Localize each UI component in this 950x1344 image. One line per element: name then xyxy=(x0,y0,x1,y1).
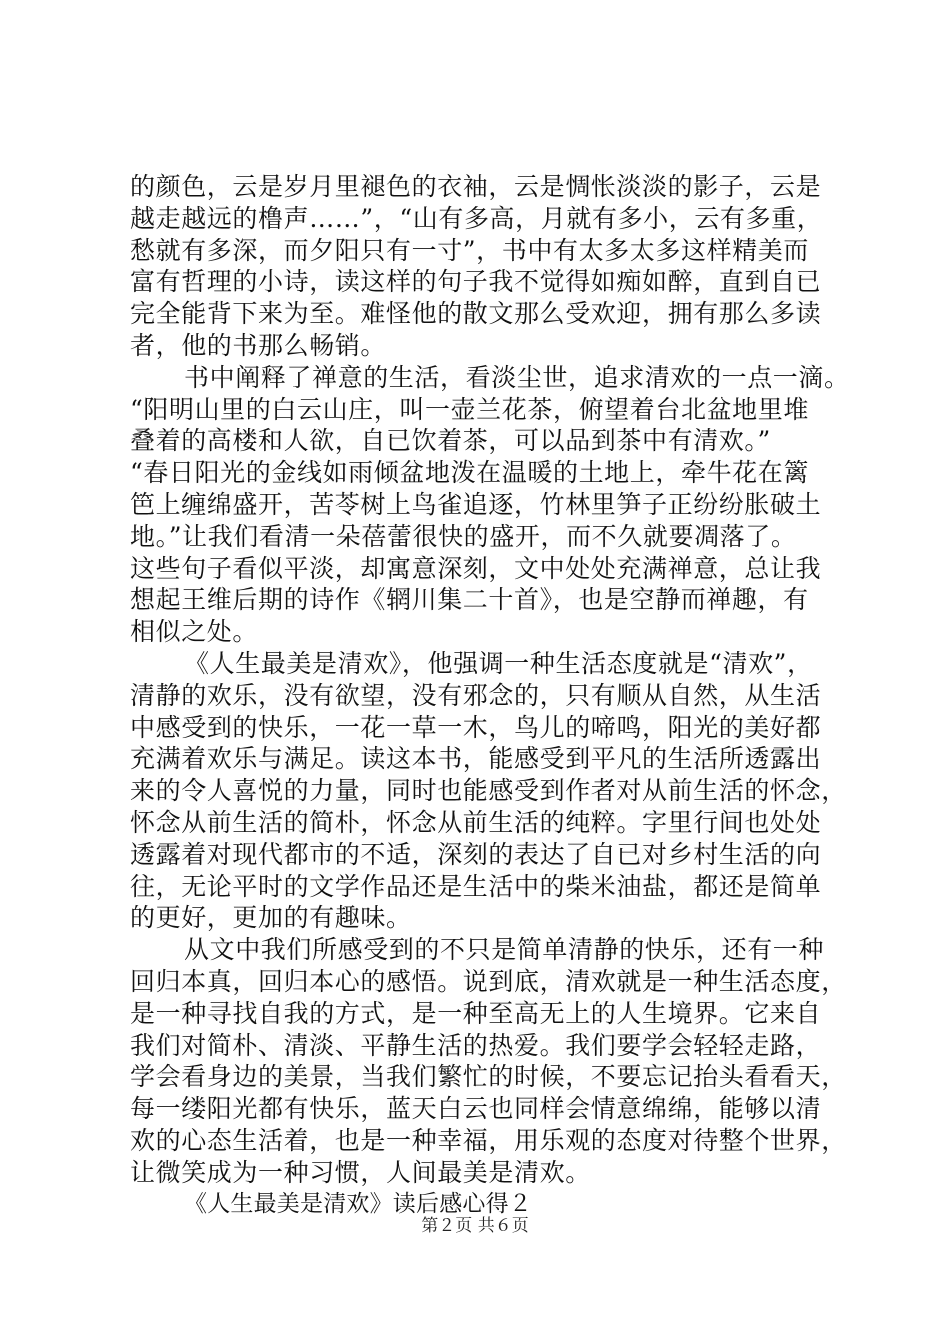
text-line: 者，他的书那么畅销。 xyxy=(130,330,387,360)
text-line: 我们对简朴、清淡、平静生活的热爱。我们要学会轻轻走路， xyxy=(130,1030,822,1060)
text-line: 让微笑成为一种习惯，人间最美是清欢。 xyxy=(130,1157,591,1187)
text-line: 怀念从前生活的简朴，怀念从前生活的纯粹。字里行间也处处 xyxy=(130,807,822,837)
text-line: 的更好，更加的有趣味。 xyxy=(130,903,412,933)
text-line: 叠着的高楼和人欲，自已饮着茶，可以品到茶中有清欢。” xyxy=(130,426,771,456)
text-line: 清静的欢乐，没有欲望，没有邪念的，只有顺从自然，从生活 xyxy=(130,680,822,710)
text-line: 相似之处。 xyxy=(130,617,259,647)
text-line: 回归本真，回归本心的感悟。说到底，清欢就是一种生活态度， xyxy=(130,966,847,996)
text-line: 欢的心态生活着，也是一种幸福，用乐观的态度对待整个世界， xyxy=(130,1125,847,1155)
text-line: 富有哲理的小诗，读这样的句子我不觉得如痴如醉，直到自已 xyxy=(130,267,822,297)
text-line: 越走越远的橹声……”，“山有多高，月就有多小，云有多重， xyxy=(130,203,823,233)
text-line: 笆上缠绵盛开，苦苓树上鸟雀追逐，竹林里笋子正纷纷胀破土 xyxy=(130,489,822,519)
text-line: 是一种寻找自我的方式，是一种至高无上的人生境界。它来自 xyxy=(130,998,822,1028)
text-line: 充满着欢乐与满足。读这本书，能感受到平凡的生活所透露出 xyxy=(130,744,822,774)
paragraph-first-line: 书中阐释了禅意的生活，看淡尘世，追求清欢的一点一滴。 xyxy=(184,362,850,392)
text-line: 每一缕阳光都有快乐，蓝天白云也同样会情意绵绵，能够以清 xyxy=(130,1094,822,1124)
text-line: “阳明山里的白云山庄，叫一壶兰花茶，俯望着台北盆地里堆 xyxy=(130,394,809,424)
paragraph-first-line: 从文中我们所感受到的不只是简单清静的快乐，还有一种 xyxy=(184,935,825,965)
document-body xyxy=(130,171,850,1220)
text-line: 学会看身边的美景，当我们繁忙的时候，不要忘记抬头看看天， xyxy=(130,1062,847,1092)
text-line: 地。”让我们看清一朵蓓蕾很快的盛开，而不久就要凋落了。 xyxy=(130,521,797,551)
text-line: “春日阳光的金线如雨倾盆地泼在温暖的土地上，牵牛花在篱 xyxy=(130,458,809,488)
paragraph-first-line: 《人生最美是清欢》，他强调一种生活态度就是“清欢”， xyxy=(184,648,813,678)
page-number-label: 第２页 共６页 xyxy=(421,1216,529,1236)
text-line: 往，无论平时的文学作品还是生活中的柴米油盐，都还是简单 xyxy=(130,871,822,901)
text-line: 来的令人喜悦的力量，同时也能感受到作者对从前生活的怀念， xyxy=(130,776,847,806)
text-line: 透露着对现代都市的不适，深刻的表达了自已对乡村生活的向 xyxy=(130,839,822,869)
text-line: 中感受到的快乐，一花一草一木，鸟儿的啼鸣，阳光的美好都 xyxy=(130,712,822,742)
text-line: 这些句子看似平淡，却寓意深刻，文中处处充满禅意，总让我 xyxy=(130,553,822,583)
text-line: 愁就有多深，而夕阳只有一寸”，书中有太多太多这样精美而 xyxy=(130,235,809,265)
text-line: 想起王维后期的诗作《辋川集二十首》，也是空静而禅趣，有 xyxy=(130,585,809,615)
text-line: 完全能背下来为至。难怪他的散文那么受欢迎，拥有那么多读 xyxy=(130,299,822,329)
page-footer xyxy=(0,1214,950,1238)
section-heading: 《人生最美是清欢》读后感心得２ xyxy=(184,1190,532,1217)
text-line: 的颜色，云是岁月里褪色的衣袖，云是惆怅淡淡的影子，云是 xyxy=(130,172,822,201)
